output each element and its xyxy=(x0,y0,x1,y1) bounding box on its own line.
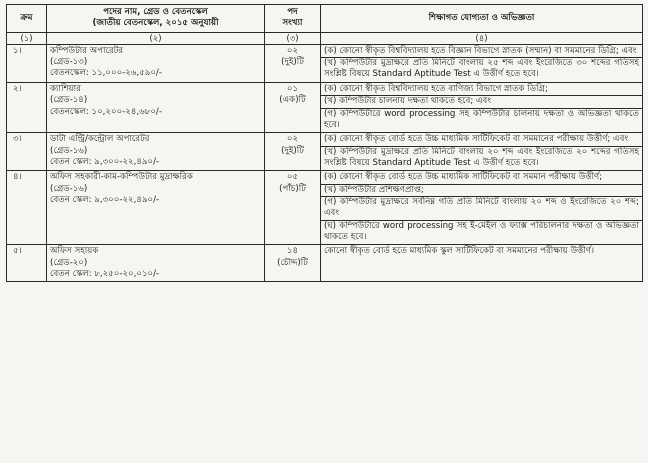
post-details xyxy=(47,82,265,132)
post-post: ডাটা এন্ট্রি/কন্ট্রোল অপারেটর xyxy=(50,134,150,145)
post-count-word: (দুই)টি xyxy=(281,145,304,156)
post-grade: (গ্রেড-১৪) xyxy=(50,95,88,106)
column-number: (১) xyxy=(7,32,47,44)
qualification-item: (ক) কোনো স্বীকৃত বোর্ড হতে উচ্চ মাধ্যমিক সার্টিফিকেট বা সমমান পরীক্ষায় উত্তীর্ণ; xyxy=(324,172,603,183)
column-number-row xyxy=(7,32,643,44)
qualification-details xyxy=(321,245,643,282)
header-serial: ক্রম xyxy=(7,5,47,33)
post-post: অফিস সহকারী-কাম-কম্পিউটার মুদ্রাক্ষরিক xyxy=(50,172,193,183)
post-count-number: ০৫ xyxy=(286,172,299,183)
post-count xyxy=(265,171,321,245)
qualification-item: কোনো স্বীকৃত বোর্ড হতে মাধ্যমিক স্কুল সার্টিফিকেট বা সমমানের পরীক্ষায় উত্তীর্ণ। xyxy=(324,246,595,257)
post-count-number: ১৪ xyxy=(286,246,299,257)
qualification-item: (ঘ) কম্পিউটারে word processing সহ ই-মেইল ও ফ্যাক্স পরিচালনার দক্ষতা ও অভিজ্ঞতা থাকতে হবে। xyxy=(321,220,642,244)
qualification-item: (খ) কম্পিউটার মুদ্রাক্ষরে প্রতি মিনিটে বাংলায় ২০ শব্দ এবং ইংরেজিতে ২০ শব্দের গতিসহ সংশ্লিষ্ট বিষয়ে Standard Aptitude Test এ উত্তীর্ণ হতে হবে। xyxy=(321,146,642,170)
post-post: কম্পিউটার অপারেটর xyxy=(50,45,124,56)
header-qualification: শিক্ষাগত যোগ্যতা ও অভিজ্ঞতা xyxy=(321,5,643,33)
row-serial: ৩। xyxy=(7,133,47,171)
table-row xyxy=(7,171,643,245)
post-count-number: ০১ xyxy=(286,83,299,94)
table-row xyxy=(7,133,643,171)
post-count-number: ০২ xyxy=(286,45,299,56)
post-grade: (গ্রেড-১৬) xyxy=(50,183,88,194)
post-count-word: (পাঁচ)টি xyxy=(279,183,306,194)
post-scale: বেতন স্কেল: ৯,৩০০-২২,৪৯০/- xyxy=(50,156,160,167)
post-count-number: ০২ xyxy=(286,134,299,145)
qualification-details xyxy=(321,82,643,132)
table-row xyxy=(7,245,643,282)
post-count-word: (এক)টি xyxy=(279,95,306,106)
post-scale: বেতন স্কেল: ৯,৩০০-২২,৪৯০/- xyxy=(50,194,160,205)
column-number: (৪) xyxy=(321,32,643,44)
post-post: ক্যাশিয়ার xyxy=(50,83,81,94)
column-number: (৩) xyxy=(265,32,321,44)
post-count xyxy=(265,133,321,171)
column-number: (২) xyxy=(47,32,265,44)
qualification-item: (ক) কোনো স্বীকৃত বোর্ড হতে উচ্চ মাধ্যমিক সার্টিফিকেট বা সমমানের পরীক্ষায় উত্তীর্ণ; এবং xyxy=(324,134,629,145)
post-post: অফিস সহায়ক xyxy=(50,246,99,257)
post-count xyxy=(265,245,321,282)
qualification-details xyxy=(321,133,643,171)
post-count xyxy=(265,82,321,132)
post-count xyxy=(265,44,321,82)
post-scale: বেতনস্কেল: ১১,০০০-২৬,৫৯০/- xyxy=(50,68,162,79)
qualification-item: (ক) কোনো স্বীকৃত বিশ্ববিদ্যালয় হতে বিজ্ঞান বিভাগে স্নাতক (সম্মান) বা সমমানের ডিগ্রি; এবং xyxy=(324,45,637,56)
table-row xyxy=(7,44,643,82)
table-header-row xyxy=(7,5,643,33)
post-details xyxy=(47,44,265,82)
job-vacancy-table xyxy=(6,4,643,282)
row-serial: ২। xyxy=(7,82,47,132)
qualification-item: (গ) কম্পিউটারে word processing সহ কম্পিউটার চালনায় দক্ষতা ও অভিজ্ঞতা থাকতে হবে। xyxy=(321,108,642,132)
post-details xyxy=(47,245,265,282)
post-grade: (গ্রেড-১৩) xyxy=(50,57,88,68)
post-count-word: (দুই)টি xyxy=(281,57,304,68)
post-scale: বেতনস্কেল: ১০,২০০-২৪,৬৮০/- xyxy=(50,106,162,117)
post-scale: বেতন স্কেল: ৮,২৫০-২০,০১০/- xyxy=(50,268,160,279)
header-post-name: পদের নাম, গ্রেড ও বেতনস্কেল (জাতীয় বেতনস্কেল, ২০১৫ অনুযায়ী xyxy=(47,5,265,33)
header-post-count: পদ সংখ্যা xyxy=(265,5,321,33)
post-details xyxy=(47,171,265,245)
post-grade: (গ্রেড-২০) xyxy=(50,257,88,268)
qualification-item: (গ) কম্পিউটার মুদ্রাক্ষরে সর্বনিম্ন গতি প্রতি মিনিটে বাংলায় ২০ শব্দ ও ইংরেজিতে ২০ শব্দ; এবং xyxy=(321,196,642,220)
qualification-item: (খ) কম্পিউটার মুদ্রাক্ষরে প্রতি মিনিটে বাংলায় ২৫ শব্দ এবং ইংরেজিতে ৩০ শব্দের গতিসহ সংশ্লিষ্ট বিষয়ে Standard Aptitude Test এ উত্তীর্ণ হতে হবে। xyxy=(321,57,642,81)
table-row xyxy=(7,82,643,132)
qualification-item: (খ) কম্পিউটার চালনায় দক্ষতা থাকতে হবে; এবং xyxy=(321,95,642,107)
qualification-details xyxy=(321,44,643,82)
row-serial: ৫। xyxy=(7,245,47,282)
post-grade: (গ্রেড-১৬) xyxy=(50,145,88,156)
row-serial: ১। xyxy=(7,44,47,82)
qualification-item: (ক) কোনো স্বীকৃত বিশ্ববিদ্যালয় হতে বাণিজ্য বিভাগে স্নাতক ডিগ্রি; xyxy=(324,83,548,94)
post-details xyxy=(47,133,265,171)
qualification-item: (খ) কম্পিউটার প্রশিক্ষণপ্রাপ্ত; xyxy=(321,184,642,196)
row-serial: ৪। xyxy=(7,171,47,245)
qualification-details xyxy=(321,171,643,245)
post-count-word: (চৌদ্দ)টি xyxy=(277,257,308,268)
table-body xyxy=(7,44,643,282)
